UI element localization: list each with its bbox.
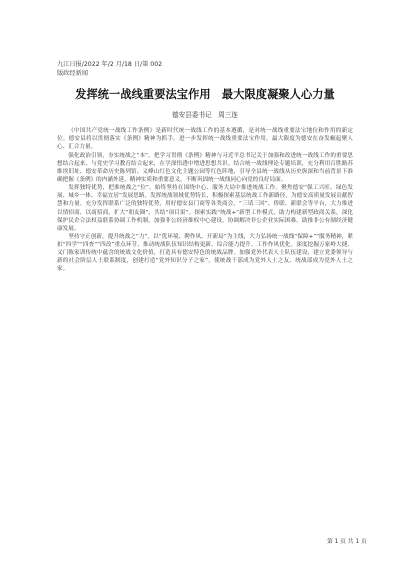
article-paragraph: 强化政治引领，夯实统战之“本”。把学习贯彻《条例》精神与习近平总书记关于加强和改进统一战线工作的重要思想结合起来，与党史学习教育结合起来，在学深悟透中增进思想共识。结合统一战线理论专题培训，充分利用百胜路苏维埃旧址、德安革命历史陈列馆、义峰山红色文化主题公园等红色阵地，引导全县统一战线从历史纵深和当前背景下准确把握《条例》的内涵外延，精神实质和重要意义，不断巩固统一战线同心向党的良好局面。	[57, 152, 353, 183]
article-byline: 德安县委书记 周三连	[172, 111, 238, 119]
article-paragraph: 坚持守正创新，提升统战之“力”。以“优环境、聘作风、开新局”为主线，大力弘扬统一战线“保障+”“服务精神，紧扣“四学”“四查”“四改”重点环节，推动统战队伍知识结构更新、综合能力提升、工作作风优化。深度挖掘万家岭大捷、义门陈家训传统中蕴含的统战文化价值，打造具有德安特色的统战品牌。加强党外代表人士队伍建设，建立党委领导与新的社会阶层人士联系制度，创建打造“党外知识分子之家”，使统战干部成为党外人士之友、统战部成为党外人士之家。	[57, 234, 353, 273]
article-body	[57, 127, 353, 274]
page-indicator: 第 1 页 共 1 页	[327, 539, 367, 545]
article-paragraph: 发挥独特优势，把准统战之“位”。始终坚持在围绕中心、服务大局中推进统战工作。聚焦德安“强工兴旺、绿色发展、城乡一体、幸福宜居”发展思路，发挥统战领域优势特长，积极探索基层统战工作新路径，为德安高质量发展贡献智慧和力量。充分发挥联系广泛的独特优势，用好德安县门商等各类商会，“三请三回”、侨联、新联会等平台，大力推进以情招商、以商招商，扩大“朋友圈”，共结“项目果”。探索实践“统战+”新型工作模式，助力构建新型政商关系，深化保护民企合法权益联系协调工作机制，加强非公经济维权中心建设，协调解决非公企业实际困难，助推非公有制经济健康发展。	[57, 185, 353, 232]
article-paragraph: 《中国共产党统一战线工作条例》是新时代统一战线工作的基本遵循，是对统一战线重要法宝地位和作用的新定位。德安县将以贯彻落实《条例》精神为抓手，进一步发挥统一战线重要法宝作用，最大限度为德安在奋发崛起聚人心、汇合力量。	[57, 128, 353, 151]
article-title: 发挥统一战线重要法宝作用 最大限度凝聚人心力量	[75, 88, 335, 101]
publication-column: 版政经新闻	[57, 70, 88, 77]
publication-source: 九江日报/2022 年/2 月/18 日/第 002	[57, 61, 163, 68]
